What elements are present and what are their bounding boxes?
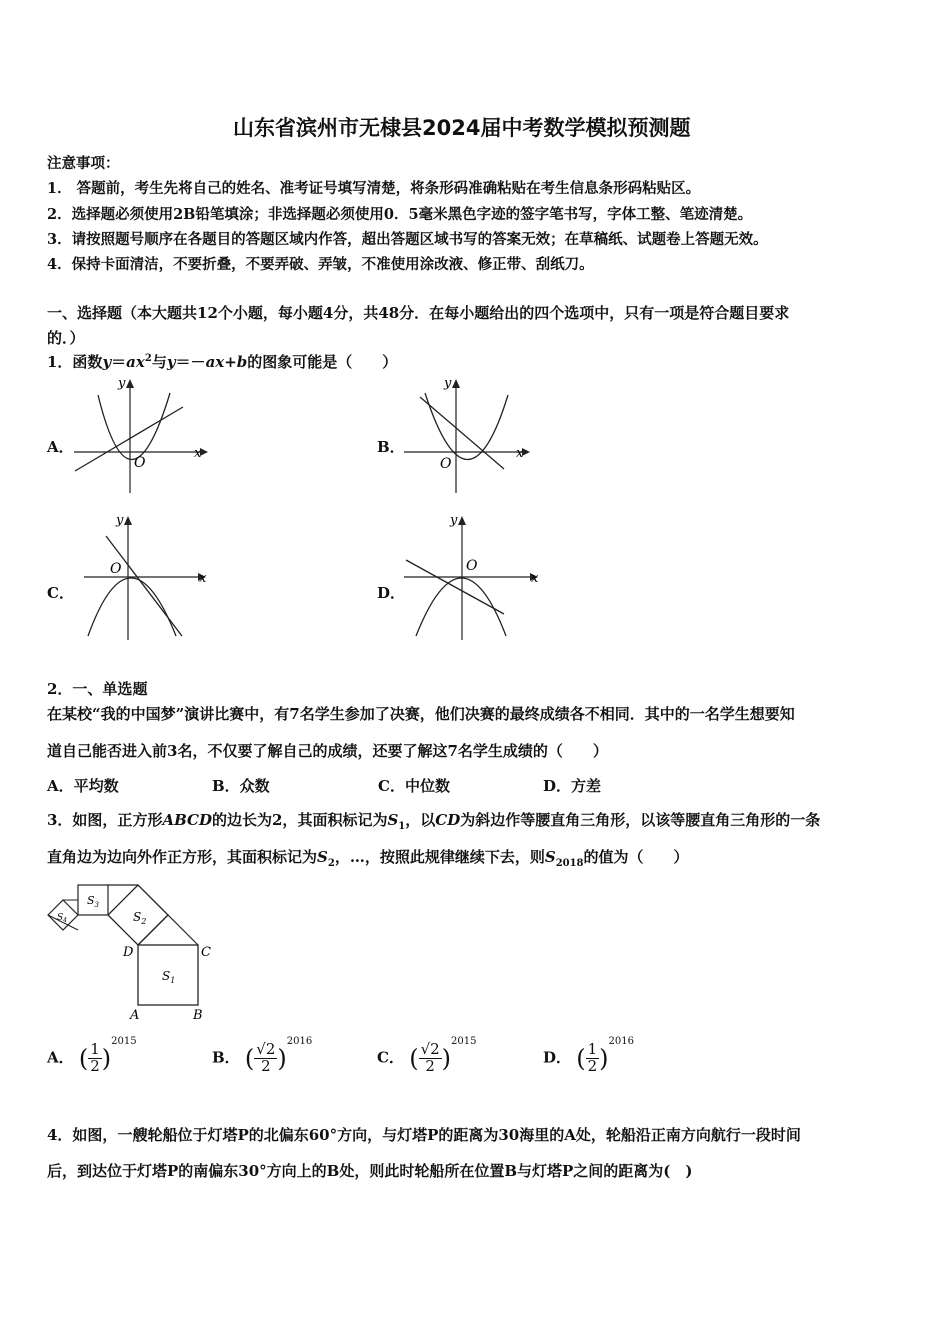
x-label: x [531, 571, 539, 586]
x-label: x [199, 571, 207, 586]
label-s3: $S_3$ [87, 894, 100, 909]
q3-line2a: 直角边为边向外作正方形，其面积标记为 [47, 848, 318, 866]
q3-option-a: A． ( $\frac{1}{2}$ )$^{2015}$ [47, 1036, 137, 1075]
x-label: x [194, 446, 202, 461]
label-c: C [201, 945, 211, 960]
y-arrow-icon [124, 516, 132, 525]
triangle-1 [138, 915, 198, 945]
q4-line2: 后，到达位于灯塔P的南偏东30°方向上的B处，则此时轮船所在位置B与灯塔P之间的距离为( ) [47, 1162, 693, 1180]
origin-label: O [466, 558, 478, 574]
notice-item-3: 3．请按照题号顺序在各题目的答题区域内作答，超出答题区域书写的答案无效；在草稿纸、试题卷上答题无效。 [47, 231, 768, 248]
y-label: y [450, 513, 458, 528]
notice-item-1: 1． 答题前，考生先将自己的姓名、准考证号填写清楚，将条形码准确粘贴在考生信息条形码粘贴区。 [47, 180, 701, 197]
section1-line2: 的．） [47, 329, 85, 347]
q3-abcd: ABCD [162, 811, 212, 829]
fraction: $\frac{√2}{2}$ [256, 1040, 276, 1075]
label-b: B [193, 1008, 203, 1023]
fraction: $\frac{√2}{2}$ [420, 1040, 440, 1075]
q2-option-a: A．平均数 [47, 777, 119, 795]
notice-heading: 注意事项： [47, 155, 120, 172]
parabola [425, 393, 508, 460]
q1-suffix: 的图象可能是（ ） [247, 353, 398, 371]
q2-option-b: B．众数 [212, 777, 270, 795]
y-arrow-icon [126, 379, 134, 388]
parabola [98, 393, 170, 460]
q1-graph-d [400, 510, 545, 642]
q4-line1: 4．如图，一艘轮船位于灯塔P的北偏东60°方向，与灯塔P的距离为30海里的A处，轮船沿正南方向航行一段时间 [47, 1126, 801, 1144]
q3-option-d: D． ( $\frac{1}{2}$ )$^{2016}$ [543, 1036, 634, 1075]
q1-f1-y: y [102, 353, 112, 371]
q1-f2-axb: ax+b [205, 353, 248, 371]
q2-line1: 在某校“我的中国梦”演讲比赛中，有7名学生参加了决赛，他们决赛的最终成绩各不相同．其中的一名学生想要知 [47, 705, 795, 723]
label-d: D [123, 945, 134, 960]
q3-p2: 的边长为2，其面积标记为 [212, 811, 388, 829]
q3-line1 [47, 809, 820, 832]
q1-stem [47, 351, 397, 372]
q2-option-c: C．中位数 [378, 777, 450, 795]
label-s4: $S_4$ [57, 913, 67, 924]
line [75, 407, 183, 471]
q3-figure [45, 882, 220, 1024]
q1-option-b-label: B． [377, 438, 405, 456]
q1-f2-eq: ＝－ [175, 353, 206, 371]
page-title: 山东省滨州市无棣县2024届中考数学模拟预测题 [233, 116, 691, 140]
q1-prefix: 1．函数 [47, 353, 103, 371]
q1-mid: 与 [151, 353, 167, 371]
q1-f1-eq: ＝ [111, 353, 127, 371]
origin-label: O [134, 455, 146, 471]
q1-f1-sup: 2 [144, 353, 152, 364]
q1-f1-ax: ax [126, 353, 145, 371]
label-a: A [130, 1008, 140, 1023]
q3-cd: CD [435, 811, 461, 829]
q3-line2b: ，…，按照此规律继续下去，则 [334, 848, 545, 866]
parabola [88, 578, 176, 636]
origin-label: O [440, 456, 452, 472]
q3-line2 [47, 846, 689, 869]
q3-option-b: B． ( $\frac{√2}{2}$ )$^{2016}$ [212, 1036, 313, 1075]
origin-label: O [110, 561, 122, 577]
q1-option-c-label: C． [47, 584, 74, 602]
q3-s2: S [317, 848, 328, 866]
x-label: x [516, 446, 524, 461]
q1-graph-c [80, 510, 220, 642]
y-label: y [118, 376, 126, 391]
notice-item-4: 4．保持卡面清洁，不要折叠，不要弄破、弄皱，不准使用涂改液、修正带、刮纸刀。 [47, 256, 594, 273]
q3-p1: 3．如图，正方形 [47, 811, 163, 829]
y-label: y [116, 513, 124, 528]
q2-line2: 道自己能否进入前3名，不仅要了解自己的成绩，还要了解这7名学生成绩的（ ） [47, 742, 608, 760]
label-s2: $S_2$ [133, 910, 147, 926]
q3-s1: S [387, 811, 399, 829]
q1-option-d-label: D． [377, 584, 406, 602]
q3-s2018: S [544, 848, 556, 866]
q3-s2018-sub: 2018 [555, 858, 584, 869]
fraction: $\frac{1}{2}$ [587, 1040, 598, 1075]
q2-heading: 2．一、单选题 [47, 680, 148, 698]
y-label: y [444, 376, 452, 391]
q3-p4: 为斜边作等腰直角三角形，以该等腰直角三角形的一条 [460, 811, 821, 829]
q1-f2-y: y [166, 353, 176, 371]
q3-s2-sub: 2 [327, 858, 335, 869]
q3-option-c: C． ( $\frac{√2}{2}$ )$^{2015}$ [377, 1036, 477, 1075]
fraction: $\frac{1}{2}$ [90, 1040, 100, 1075]
q2-option-d: D．方差 [543, 777, 602, 795]
y-arrow-icon [458, 516, 466, 525]
q1-option-a-label: A． [47, 438, 74, 456]
line [406, 560, 504, 614]
section1-line1: 一、选择题（本大题共12个小题，每小题4分，共48分．在每小题给出的四个选项中，只有一项是符合题目要求 [47, 304, 790, 322]
q1-graph-a [70, 375, 210, 497]
q3-p3: ，以 [405, 811, 436, 829]
q3-line2c: 的值为（ ） [583, 848, 689, 866]
notice-item-2: 2．选择题必须使用2B铅笔填涂；非选择题必须使用0．5毫米黑色字迹的签字笔书写，字体工整、笔迹清楚。 [47, 206, 753, 223]
q3-s1-sub: 1 [398, 821, 406, 832]
label-s1: $S_1$ [162, 969, 176, 985]
y-arrow-icon [452, 379, 460, 388]
line [106, 536, 182, 636]
q1-graph-b [400, 375, 540, 497]
